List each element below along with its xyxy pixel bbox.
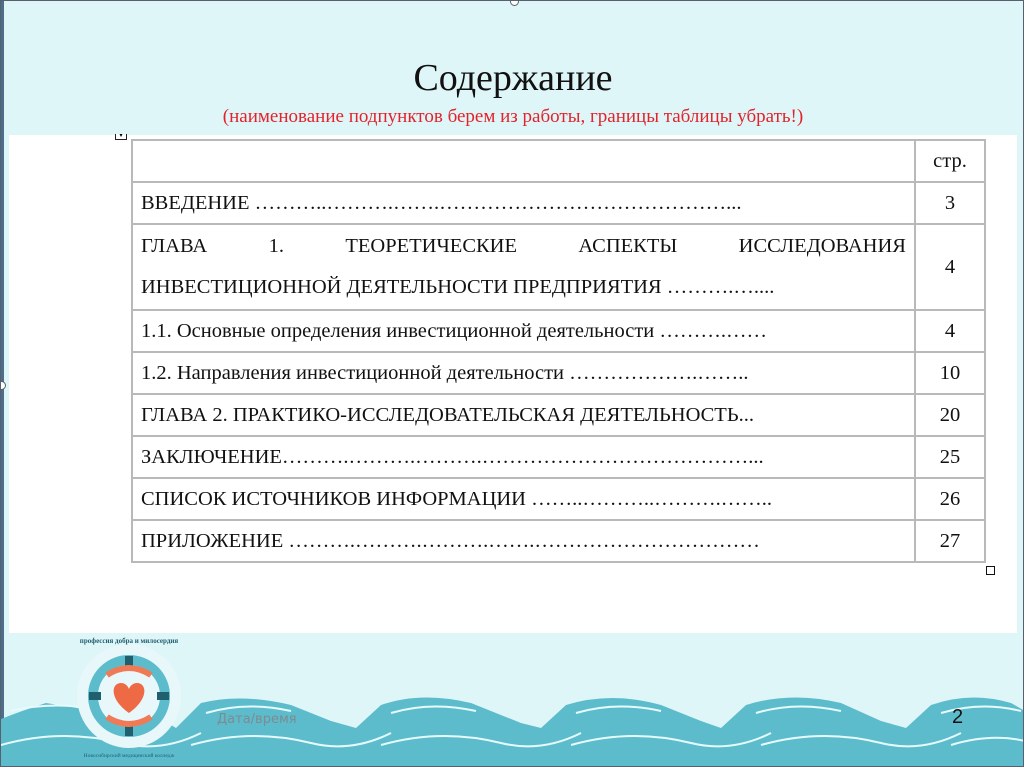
toc-entry-cell[interactable]	[132, 520, 915, 562]
toc-page-number: 20	[939, 404, 961, 426]
header-page-cell[interactable]	[915, 140, 985, 182]
table-row	[132, 436, 985, 478]
table-move-handle[interactable]: ▾	[115, 134, 127, 140]
svg-text:профессия добра и милосердия: профессия добра и милосердия	[79, 637, 179, 645]
toc-page-number: 4	[944, 320, 956, 342]
toc-entry-text: ЗАКЛЮЧЕНИЕ……….……….……….…………………………………...	[141, 446, 764, 468]
toc-entry-text: 1.2. Направления инвестиционной деятельности ……………….……..	[141, 362, 749, 384]
toc-entry-text: ПРИЛОЖЕНИЕ ……….……….……….…….……………………………	[141, 530, 760, 552]
table-row	[132, 352, 985, 394]
toc-entry-cell[interactable]	[132, 394, 915, 436]
word: ГЛАВА	[141, 235, 208, 257]
toc-page-cell[interactable]	[915, 436, 985, 478]
toc-page-number: 26	[939, 488, 961, 510]
table-row	[132, 310, 985, 352]
word: 1.	[268, 235, 284, 257]
date-time-placeholder[interactable]: Дата/время	[217, 712, 297, 727]
toc-entry-cell[interactable]	[132, 352, 915, 394]
word: ТЕОРЕТИЧЕСКИЕ	[345, 235, 517, 257]
toc-page-cell[interactable]	[915, 182, 985, 224]
toc-page-cell[interactable]	[915, 352, 985, 394]
toc-entry-cell[interactable]	[132, 182, 915, 224]
toc-entry-cell[interactable]	[132, 310, 915, 352]
table-row	[132, 394, 985, 436]
table-resize-handle[interactable]	[986, 566, 995, 575]
college-logo	[69, 631, 189, 761]
toc-entry-line2: ИНВЕСТИЦИОННОЙ ДЕЯТЕЛЬНОСТИ ПРЕДПРИЯТИЯ ……….…....	[141, 276, 775, 298]
toc-page-cell[interactable]	[915, 394, 985, 436]
toc-page-number: 3	[944, 192, 956, 214]
toc-entry-text: ГЛАВА 2. ПРАКТИКО-ИССЛЕДОВАТЕЛЬСКАЯ ДЕЯТЕЛЬНОСТЬ...	[141, 404, 754, 426]
toc-entry-line1	[141, 225, 906, 267]
toc-page-number: 25	[939, 446, 961, 468]
table-row	[132, 224, 985, 310]
table-header-row	[132, 140, 985, 182]
toc-page-cell[interactable]	[915, 520, 985, 562]
toc-entry-cell[interactable]	[132, 478, 915, 520]
svg-text:Новосибирский медицинский колл: Новосибирский медицинский колледж	[83, 753, 175, 759]
resize-handle-left[interactable]	[0, 381, 6, 390]
slide-number[interactable]: 2	[952, 706, 964, 728]
slide-title[interactable]: Содержание	[413, 57, 613, 99]
header-text-cell[interactable]	[132, 140, 915, 182]
resize-handle-top[interactable]	[510, 0, 519, 6]
toc-page-number: 4	[944, 256, 956, 278]
word: ИССЛЕДОВАНИЯ	[738, 235, 906, 257]
toc-page-cell[interactable]	[915, 310, 985, 352]
toc-entry-text: 1.1. Основные определения инвестиционной деятельности ……….……	[141, 320, 768, 342]
toc-page-cell[interactable]	[915, 224, 985, 310]
toc-page-cell[interactable]	[915, 478, 985, 520]
table-row	[132, 478, 985, 520]
page-header-label: стр.	[933, 150, 967, 172]
toc-entry-cell[interactable]	[132, 436, 915, 478]
table-row	[132, 520, 985, 562]
toc-entry-text: ВВЕДЕНИЕ ………..……….…….……………………………………...	[141, 192, 742, 214]
toc-page-number: 27	[939, 530, 961, 552]
toc-page-number: 10	[939, 362, 961, 384]
table-row	[132, 182, 985, 224]
toc-entry-cell[interactable]	[132, 224, 915, 310]
word: АСПЕКТЫ	[578, 235, 678, 257]
toc-table[interactable]	[131, 139, 986, 563]
toc-entry-text: СПИСОК ИСТОЧНИКОВ ИНФОРМАЦИИ ……..………..……….……..	[141, 488, 772, 510]
slide-subtitle[interactable]: (наименование подпунктов берем из работы, границы таблицы убрать!)	[222, 106, 804, 127]
